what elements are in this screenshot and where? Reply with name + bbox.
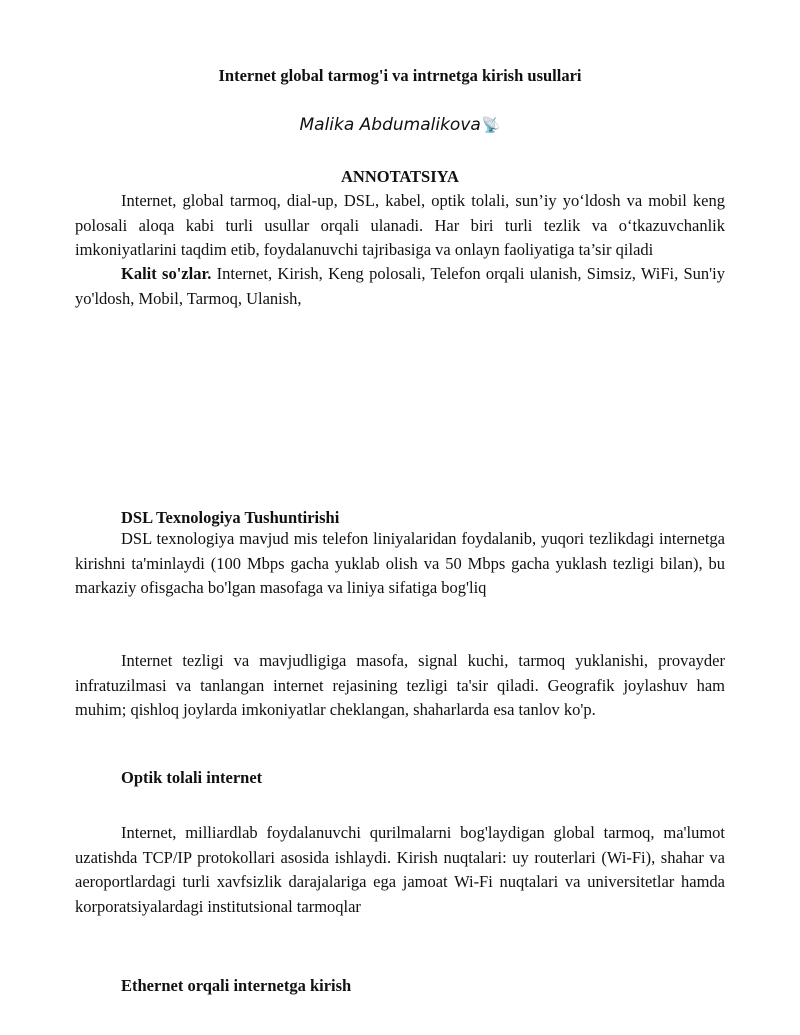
keywords-text: Internet, Kirish, Keng polosali, Telefon orqali ulanish, Simsiz, WiFi, Sun'iy yo'ldosh, Mobil, Tarmoq, Ulanish,	[75, 264, 725, 308]
author-line	[75, 113, 725, 138]
keywords-paragraph	[75, 262, 725, 311]
annotation-heading: ANNOTATSIYA	[341, 167, 459, 186]
author-name: Malika Abdumalikova	[299, 115, 481, 135]
network-text: Internet, milliardlab foydalanuvchi qurilmalarni bog'laydigan global tarmoq, ma'lumot uzatishda TCP/IP protokollari asosida ishlaydi. Kirish nuqtalari: uy routerlari (Wi-Fi), shahar va aeroportlardagi turli xavfsizlik darajalariga ega jamoat Wi-Fi nuqtalari va universitetlar hamda korporatsiyalardagi institutsional tarmoqlar	[75, 823, 725, 916]
document-title: Internet global tarmog'i va intrnetga kirish usullari	[218, 66, 582, 85]
keywords-label: Kalit so'zlar.	[121, 264, 212, 283]
dsl-heading: DSL Texnologiya Tushuntirishi	[121, 508, 340, 527]
satellite-icon: 📡	[481, 116, 501, 134]
speed-text: Internet tezligi va mavjudligiga masofa, signal kuchi, tarmoq yuklanishi, provayder infratuzilmasi va tanlangan internet rejasining tezligi ta'sir qiladi. Geografik joylashuv ham muhim; qishloq joylarda imkoniyatlar cheklangan, shaharlarda esa tanlov ko'p.	[75, 651, 725, 719]
optik-heading: Optik tolali internet	[121, 768, 263, 787]
dsl-text: DSL texnologiya mavjud mis telefon liniyalaridan foydalanib, yuqori tezlikdagi internetga kirishni ta'minlaydi (100 Mbps gacha yuklab olish va 50 Mbps gacha yuklash tezligi bilan), bu markaziy ofisgacha bo'lgan masofaga va liniya sifatiga bog'liq	[75, 529, 725, 597]
annotation-text: Internet, global tarmoq, dial-up, DSL, kabel, optik tolali, sun’iy yo‘ldosh va mobil keng polosali aloqa kabi turli usullar orqali ulanadi. Har biri turli tezlik va o‘tkazuvchanlik imkoniyatlarini taqdim etib, foydalanuvchi tajribasiga va onlayn faoliyatiga ta’sir qiladi	[75, 191, 725, 259]
ethernet-heading: Ethernet orqali internetga kirish	[121, 976, 352, 995]
